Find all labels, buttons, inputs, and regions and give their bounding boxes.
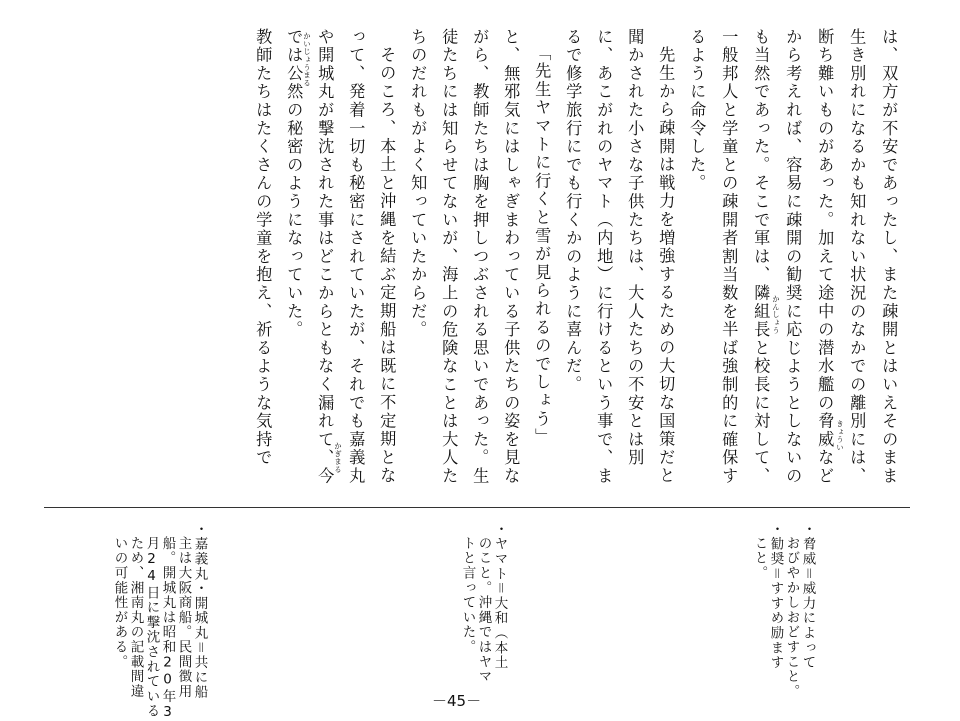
body-text-column: に、あこがれのヤマト（内地）に行けるという事で、ま (594, 28, 614, 486)
body-text-column: 聞かされた小さな子供たちは、大人たちの不安とは別 (625, 28, 645, 468)
body-text-column: るように命令した。 (687, 28, 707, 193)
footnote-line: ため、湘南丸の記載間違 (127, 536, 144, 699)
body-text-column: ちのだれもがよく知っていたからだ。 (408, 28, 428, 340)
body-text-column: は、双方が不安であったし、また疎開とはいえそのまま (879, 28, 899, 486)
footnote-line: いの可能性がある。 (111, 536, 128, 670)
body-text-column: 先生から疎開は戦力を増強するための大切な国策だと (656, 46, 676, 486)
body-text-column: 断ち難いものがあった。加えて途中の潜水艦の脅威など (815, 28, 835, 486)
ruby-kagimaru: かぎまる (333, 442, 343, 474)
footnote-line: こと。 (751, 536, 768, 581)
body-text-column: そのころ、本土と沖縄を結ぶ定期船は既に不定期とな (377, 46, 397, 486)
body-text-column: って、発着一切も秘密にされていたが、それでも嘉義丸 (346, 28, 366, 486)
footnote-line: 月24日に撃沈されている (143, 536, 160, 719)
footnote-line: ・嘉義丸・開城丸＝共に船 (191, 522, 208, 700)
body-text-column: や開城丸が撃沈された事はどこからともなく漏れて、今 (315, 28, 335, 486)
body-text-column: から考えれば、容易に疎開の勧奨に応じようとしないの (783, 28, 803, 486)
ruby-kyoui: きょうい (835, 420, 845, 452)
ruby-kaijoumaru: かいじょうまる (302, 32, 312, 87)
body-text-column: も当然であった。そこで軍は、隣組長と校長に対して、 (751, 28, 771, 486)
body-text-column: がら、教師たちは胸を押しつぶされる思いであった。生 (470, 28, 490, 486)
footnote-line: のこと。沖縄ではヤマ (475, 536, 492, 684)
body-text-column: では公然の秘密のようになっていた。 (284, 28, 304, 340)
body-text-column: 一般邦人と学童との疎開者割当数を半ば強制的に確保す (719, 28, 739, 486)
page-number: －45－ (432, 692, 482, 710)
footnote-line: おびやかしおどすこと。 (783, 536, 800, 699)
body-text-column: 教師たちはたくさんの学童を抱え、祈るような気持で (253, 28, 273, 468)
footnote-line: 船。開城丸は昭和20年3 (159, 536, 176, 721)
footnote-line: トと言っていた。 (459, 536, 476, 655)
footnote-line: ・ヤマト＝大和（本土 (491, 522, 508, 670)
footnote-line: 主は大阪商船。民間徴用 (175, 536, 192, 699)
body-text-column: るで修学旅行にでも行くかのように喜んだ。 (563, 28, 583, 394)
ruby-kanshou: かんしょう (771, 295, 781, 334)
footnote-line: ・勧奨＝すすめ励ます (767, 522, 784, 670)
body-text-column: 徒たちには知らせてないが、海上の危険なことは大人た (439, 28, 459, 486)
body-text-column: 「先生ヤマトに行くと雪が見られるのでしょう」 (532, 44, 552, 447)
body-text-column: 生き別れになるかも知れない状況のなかでの離別には、 (847, 28, 867, 486)
body-text-column: と、無邪気にはしゃぎまわっている子供たちの姿を見な (501, 28, 521, 486)
footnote-line: ・脅威＝威力によって (799, 522, 816, 670)
divider-rule (44, 507, 910, 508)
